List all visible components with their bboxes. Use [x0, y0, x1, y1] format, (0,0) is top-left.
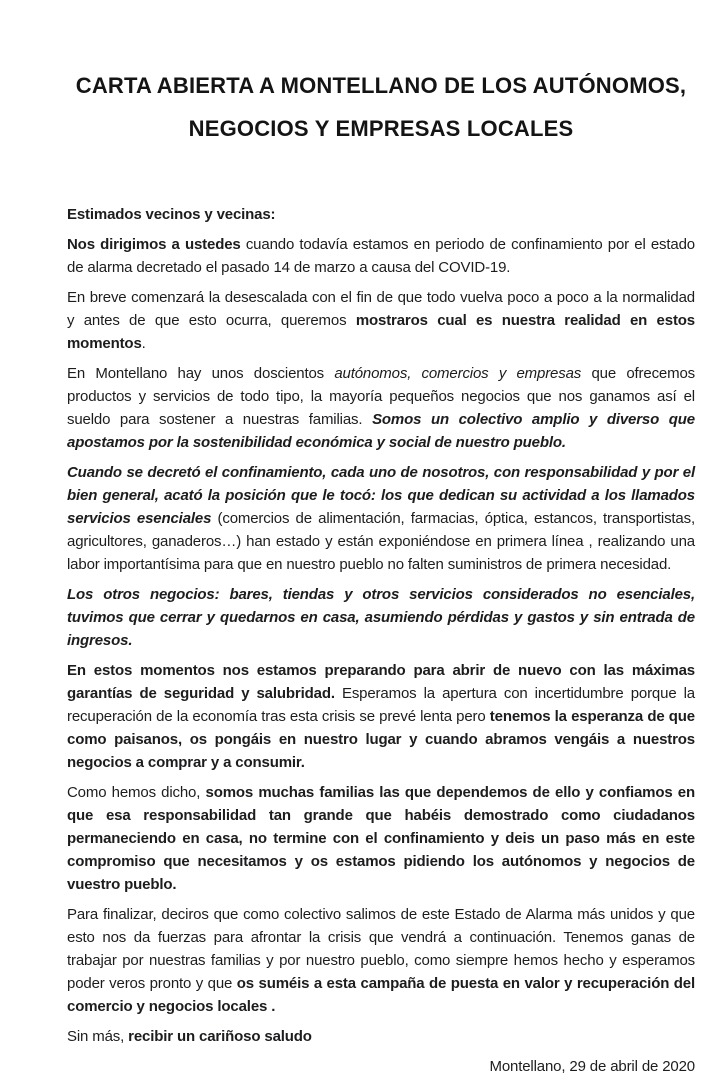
- text-run: que ofrecemos productos y servicios de todo tipo, la mayoría pequeños negocios que nos ganamos así el sueldo para sostener a nuestras familias.: [67, 365, 696, 428]
- paragraph-compromiso: [67, 781, 695, 896]
- letter-title: [67, 64, 695, 150]
- paragraph-desescalada: [67, 286, 695, 355]
- text-run: os suméis a esta campaña de puesta en valor y recuperación del comercio y negocios locales .: [67, 975, 695, 1015]
- salutation: Estimados vecinos y vecinas:: [67, 206, 276, 223]
- paragraph-servicios-esenciales: [67, 461, 695, 576]
- paragraph-final: [67, 903, 695, 1018]
- text-run: Somos un colectivo amplio y diverso que apostamos por la sostenibilidad económica y social de nuestro pueblo.: [67, 411, 695, 451]
- text-run: Para finalizar, deciros que como colectivo salimos de este Estado de Alarma más unidos y que esto nos da fuerzas para afrontar la crisis que vendrá a continuación. Tenemos ganas de trabajar por nuestras familias y por nuestro pueblo, como siempre hemos hecho y esperamos poder veros pronto y que: [67, 906, 695, 992]
- text-run: tenemos la esperanza de que como paisanos, os pongáis en nuestro lugar y cuando abramos vengáis a nuestros negocios a comprar y a consumir.: [67, 708, 695, 771]
- text-run: Los otros negocios: bares, tiendas y otros servicios considerados no esenciales, tuvimos que cerrar y quedarnos en casa, asumiendo pérdidas y gastos y sin entrada de ingresos.: [67, 586, 695, 649]
- letter-title-line-2: NEGOCIOS Y EMPRESAS LOCALES: [188, 116, 574, 141]
- text-run: Esperamos la apertura con incertidumbre porque la recuperación de la economía tras esta crisis se prevé lenta pero: [67, 685, 695, 725]
- text-run: En breve comenzará la desescalada con el fin de que todo vuelva poco a poco a la normalidad y antes de que esto ocurra, queremos: [67, 289, 695, 329]
- text-run: (comercios de alimentación, farmacias, óptica, estancos, transportistas, agricultores, ganaderos…) han estado y están exponiéndose en primera línea , realizando una labor importantísima para que en nuestro pueblo no falten suministros de primera necesidad.: [67, 510, 695, 573]
- text-run: Cuando se decretó el confinamiento, cada uno de nosotros, con responsabilidad y por el bien general, acató la posición que le tocó: los que dedican su actividad a los llamados servicios esenciales: [67, 464, 695, 527]
- text-run: recibir un cariñoso saludo: [128, 1028, 312, 1045]
- text-run: autónomos, comercios y empresas: [334, 365, 582, 382]
- text-run: somos muchas familias las que dependemos de ello y confiamos en que esa responsabilidad tan grande que habéis demostrado como ciudadanos permaneciendo en casa, no termine con el confinamiento y deis un paso más en este compromiso que necesitamos y os estamos pidiendo los autónomos y negocios de vuestro pueblo.: [67, 784, 695, 893]
- closing-line: [67, 1025, 695, 1048]
- paragraph-reapertura: [67, 659, 695, 774]
- text-run: En estos momentos nos estamos preparando para abrir de nuevo con las máximas garantías de seguridad y salubridad.: [67, 662, 695, 702]
- date-line: Montellano, 29 de abril de 2020: [489, 1058, 695, 1075]
- text-run: Sin más,: [67, 1028, 129, 1045]
- text-run: cuando todavía estamos en periodo de confinamiento por el estado de alarma decretado el pasado 14 de marzo a causa del COVID-19.: [67, 236, 695, 276]
- paragraph-confinamiento: [67, 233, 695, 279]
- paragraph-colectivo: [67, 362, 695, 454]
- text-run: .: [141, 335, 146, 352]
- paragraph-no-esenciales: [67, 583, 695, 652]
- text-run: mostraros cual es nuestra realidad en estos momentos: [67, 312, 695, 352]
- text-run: Como hemos dicho,: [67, 784, 206, 801]
- letter-title-line-1: CARTA ABIERTA A MONTELLANO DE LOS AUTÓNOMOS,: [75, 73, 687, 98]
- text-run: Nos dirigimos a ustedes: [67, 236, 246, 253]
- text-run: En Montellano hay unos doscientos: [67, 365, 335, 382]
